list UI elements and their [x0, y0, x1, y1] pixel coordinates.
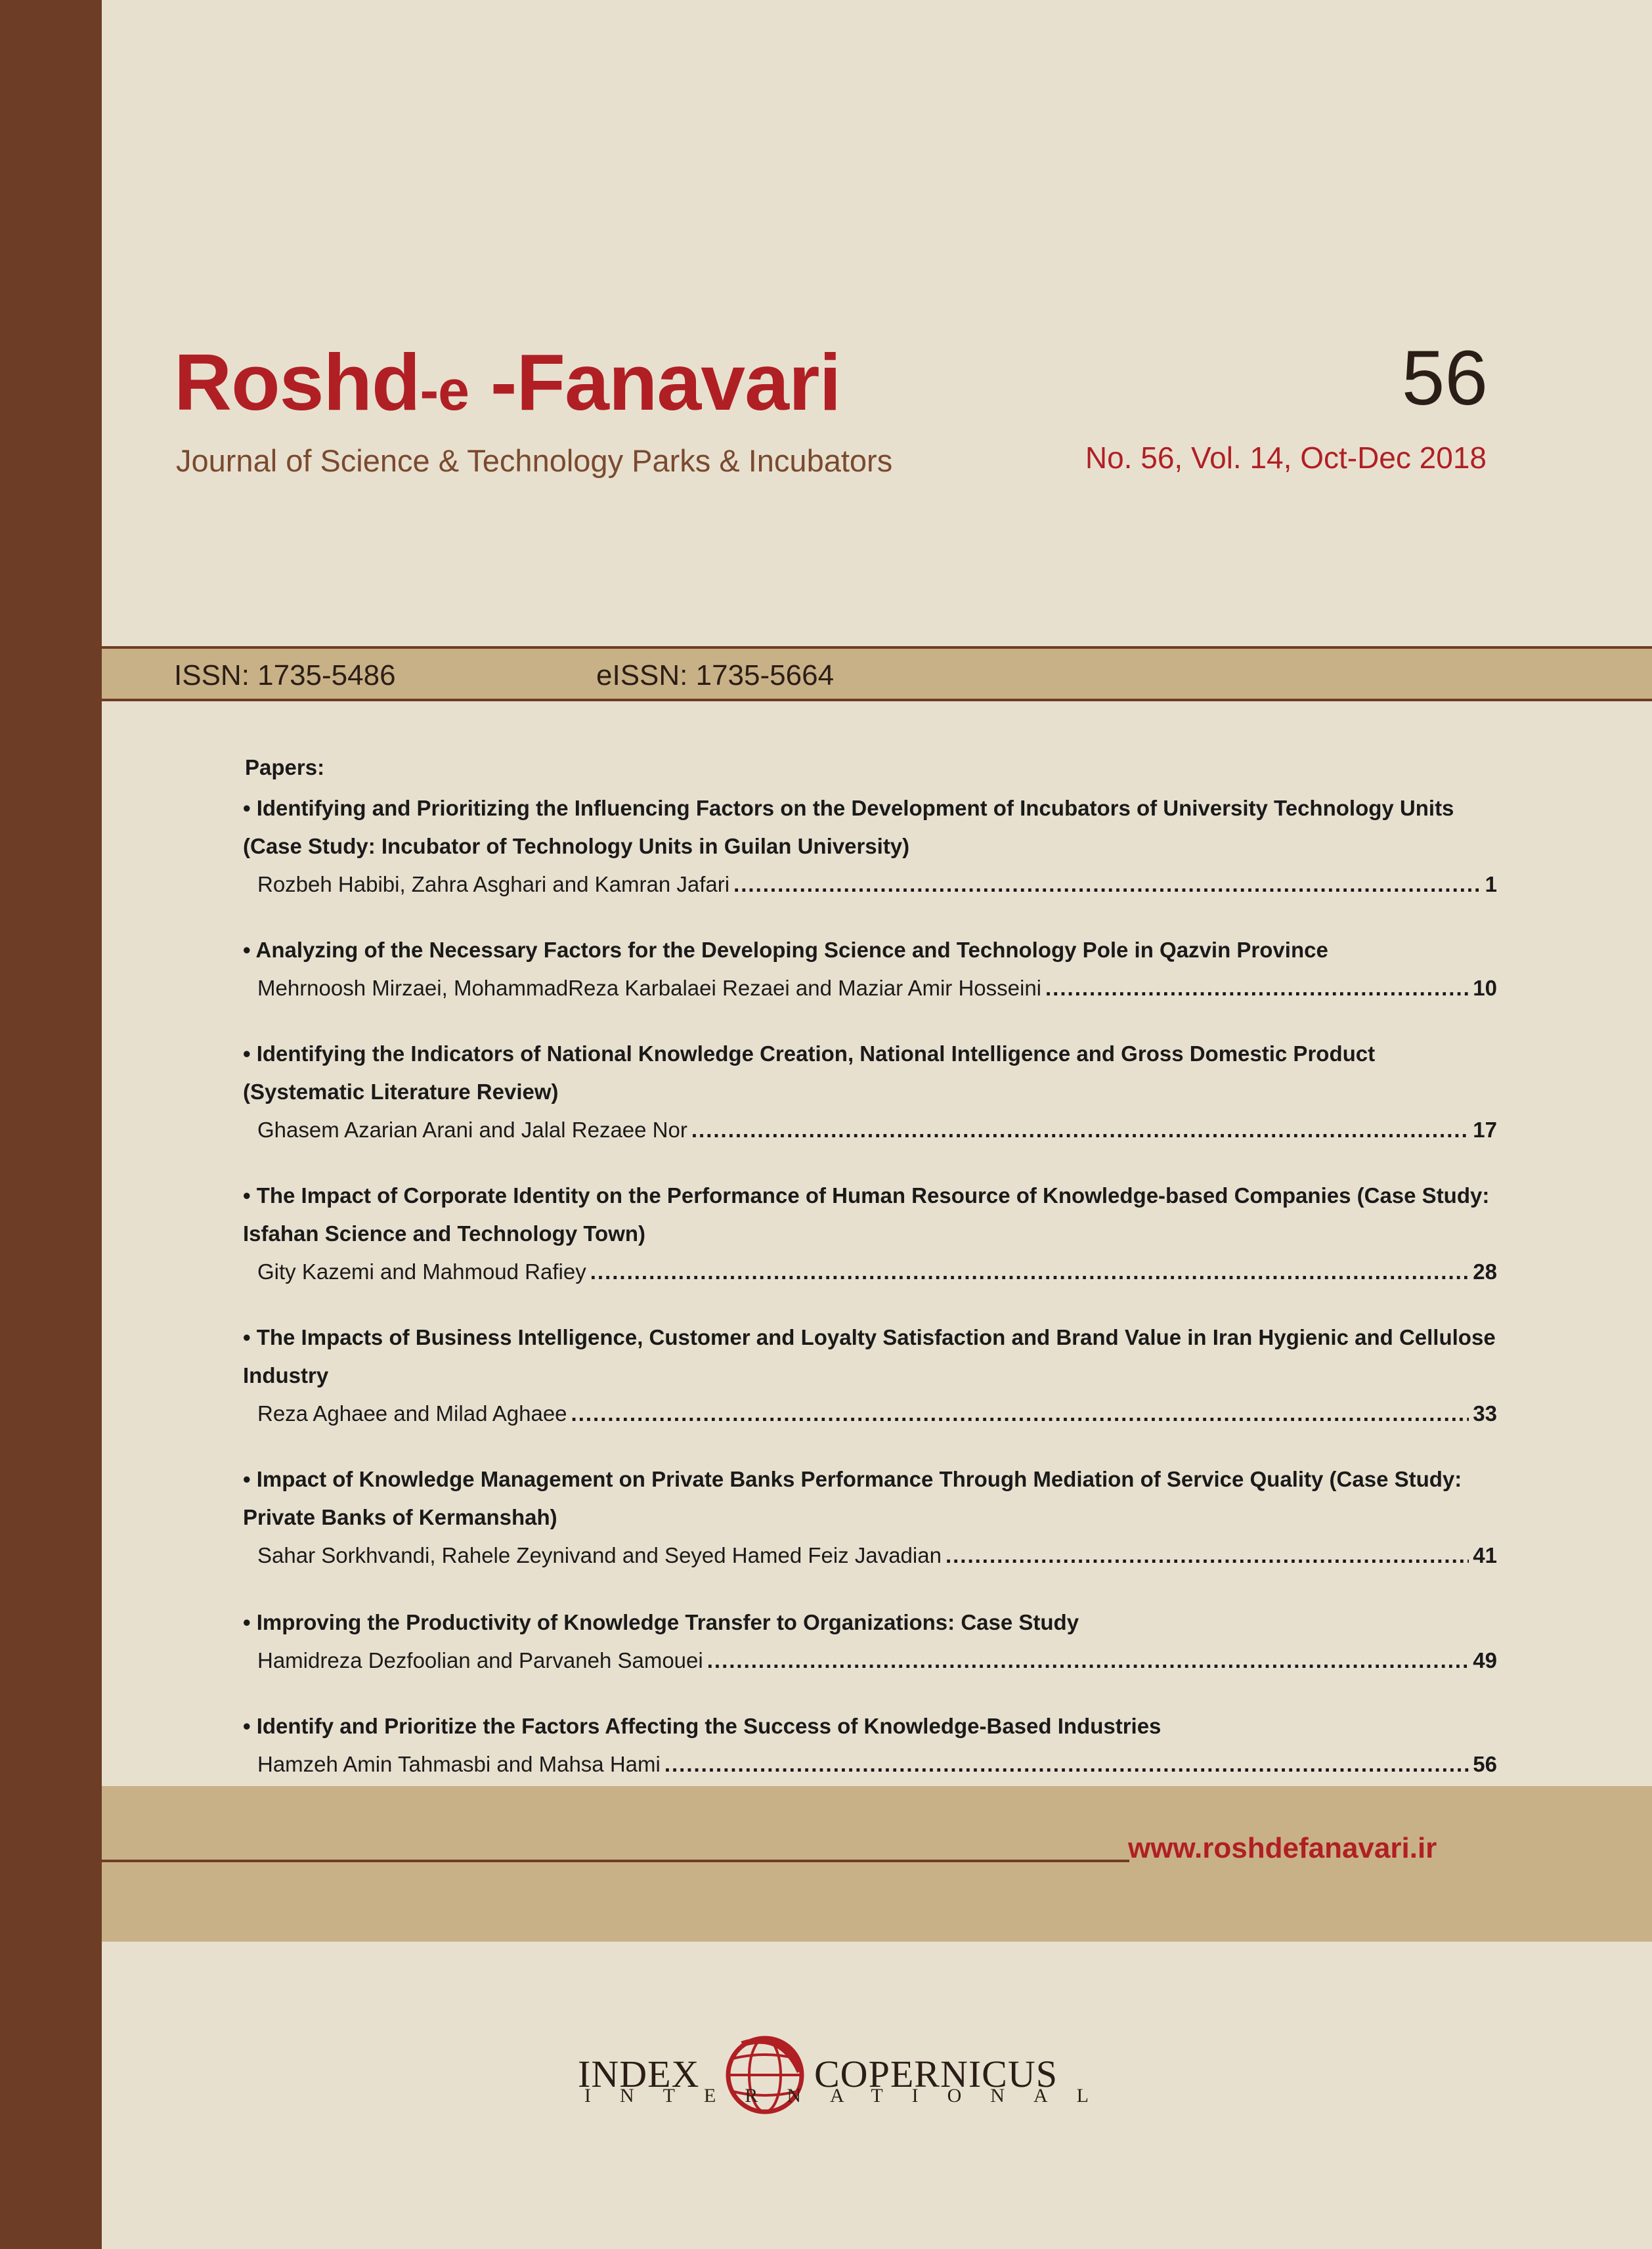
- logo-word-international: INTERNATIONAL: [584, 2085, 1118, 2107]
- issue-number: 56: [1401, 335, 1488, 422]
- dot-leader: [691, 1111, 1469, 1149]
- dot-leader: [733, 865, 1481, 904]
- paper-authors-row: [243, 969, 1497, 1007]
- paper-page-number: 10: [1473, 976, 1497, 1000]
- eissn-label: eISSN: 1735-5664: [596, 659, 835, 691]
- paper-authors: Ghasem Azarian Arani and Jalal Rezaee Nor: [257, 1118, 687, 1142]
- dot-leader: [571, 1395, 1469, 1433]
- paper-authors: Gity Kazemi and Mahmoud Rafiey: [257, 1259, 586, 1284]
- paper-authors-row: [243, 1642, 1497, 1680]
- paper-page-number: 56: [1473, 1752, 1497, 1776]
- logo-word-index: INDEX: [578, 2053, 700, 2095]
- paper-authors-row: [243, 1395, 1497, 1433]
- paper-entry: [243, 1707, 1497, 1783]
- paper-title: • Impact of Knowledge Management on Private Banks Performance Through Mediation of Service Quality (Case Study: Private Banks of Kermanshah): [243, 1467, 1462, 1529]
- paper-title: • Identify and Prioritize the Factors Affecting the Success of Knowledge-Based Industries: [243, 1714, 1162, 1738]
- journal-title-end: -Fanavari: [469, 338, 841, 427]
- paper-page-number: 17: [1473, 1118, 1497, 1142]
- dot-leader: [946, 1537, 1469, 1575]
- dot-leader: [590, 1253, 1469, 1291]
- paper-title: • Improving the Productivity of Knowledge Transfer to Organizations: Case Study: [243, 1610, 1079, 1634]
- journal-title-mid: -e: [420, 359, 469, 422]
- logo-word-copernicus: COPERNICUS: [814, 2053, 1058, 2095]
- cover-spine: [0, 0, 102, 2249]
- journal-title-main: Roshd: [174, 338, 420, 427]
- paper-entry: [243, 1177, 1497, 1291]
- paper-title: • Identifying the Indicators of National Knowledge Creation, National Intelligence and Gross Domestic Product (Systematic Literature Review): [243, 1041, 1376, 1104]
- dot-leader: [1045, 969, 1469, 1007]
- paper-entry: [243, 1604, 1497, 1680]
- paper-authors: Rozbeh Habibi, Zahra Asghari and Kamran Jafari: [257, 872, 730, 896]
- issue-info: No. 56, Vol. 14, Oct-Dec 2018: [1085, 441, 1487, 475]
- paper-authors: Mehrnoosh Mirzaei, MohammadReza Karbalaei Rezaei and Maziar Amir Hosseini: [257, 976, 1042, 1000]
- journal-subtitle: Journal of Science & Technology Parks & Incubators: [176, 443, 893, 478]
- paper-authors-row: [243, 865, 1497, 904]
- paper-title: • Analyzing of the Necessary Factors for the Developing Science and Technology Pole in Qazvin Province: [243, 938, 1328, 962]
- paper-authors: Hamzeh Amin Tahmasbi and Mahsa Hami: [257, 1752, 661, 1776]
- paper-title: • Identifying and Prioritizing the Influencing Factors on the Development of Incubators of University Technology Units (Case Study: Incubator of Technology Units in Guilan University): [243, 796, 1454, 858]
- paper-title: • The Impacts of Business Intelligence, Customer and Loyalty Satisfaction and Brand Value in Iran Hygienic and Cellulose Industry: [243, 1325, 1496, 1387]
- issn-label: ISSN: 1735-5486: [174, 659, 396, 691]
- journal-title: [174, 338, 840, 426]
- dot-leader: [664, 1745, 1469, 1783]
- index-copernicus-logo: [578, 2032, 1118, 2124]
- papers-heading: Papers:: [245, 755, 325, 779]
- paper-authors-row: [243, 1745, 1497, 1783]
- paper-entry: [243, 931, 1497, 1007]
- paper-authors-row: [243, 1253, 1497, 1291]
- website-link[interactable]: www.roshdefanavari.ir: [1128, 1832, 1437, 1864]
- paper-authors: Hamidreza Dezfoolian and Parvaneh Samouei: [257, 1648, 703, 1672]
- paper-page-number: 28: [1473, 1259, 1497, 1284]
- paper-page-number: 49: [1473, 1648, 1497, 1672]
- paper-entry: [243, 1460, 1497, 1575]
- paper-authors: Sahar Sorkhvandi, Rahele Zeynivand and Seyed Hamed Feiz Javadian: [257, 1543, 942, 1567]
- paper-title: • The Impact of Corporate Identity on the Performance of Human Resource of Knowledge-based Companies (Case Study: Isfahan Science and Technology Town): [243, 1183, 1490, 1246]
- dot-leader: [707, 1642, 1469, 1680]
- paper-page-number: 41: [1473, 1543, 1497, 1567]
- paper-entry: [243, 1035, 1497, 1149]
- paper-authors: Reza Aghaee and Milad Aghaee: [257, 1401, 567, 1426]
- paper-page-number: 1: [1485, 872, 1497, 896]
- footer-rule: [102, 1860, 1129, 1862]
- paper-authors-row: [243, 1537, 1497, 1575]
- paper-authors-row: [243, 1111, 1497, 1149]
- paper-entry: [243, 789, 1497, 904]
- paper-entry: [243, 1319, 1497, 1433]
- paper-page-number: 33: [1473, 1401, 1497, 1426]
